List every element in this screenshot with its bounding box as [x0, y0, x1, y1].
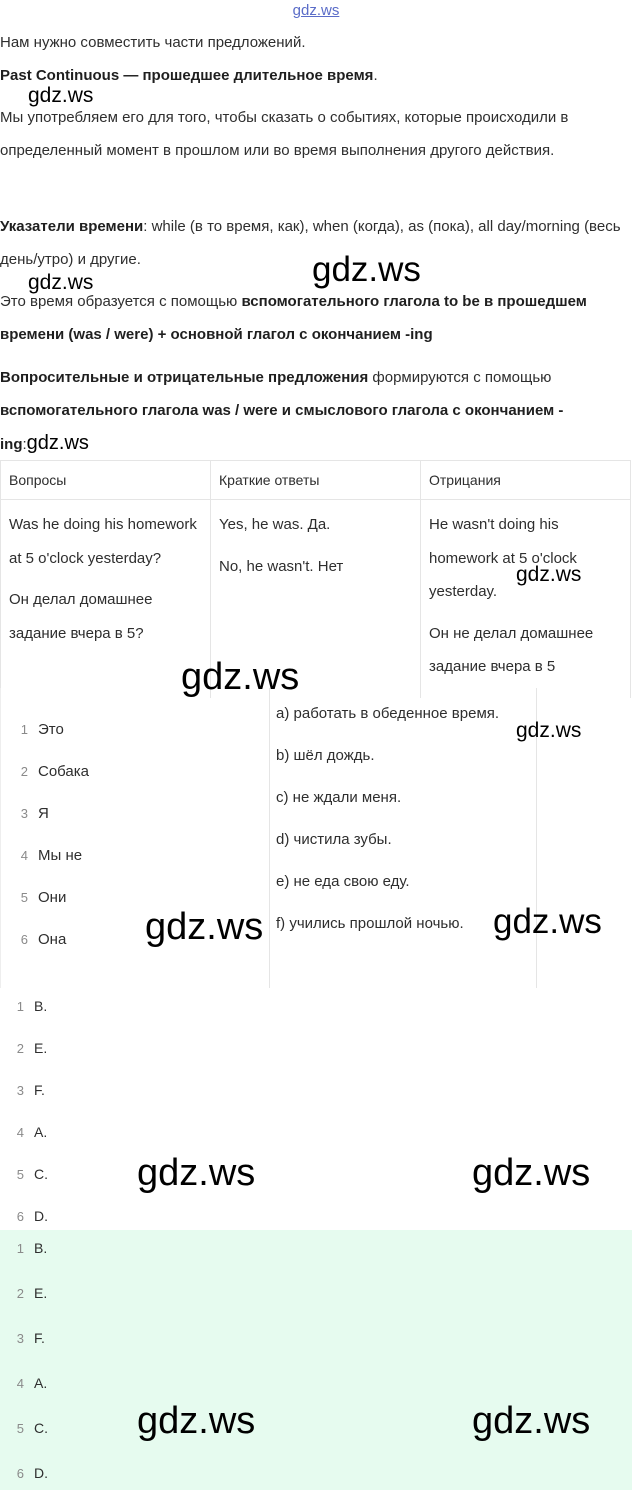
table-row [1, 500, 631, 699]
cell-text: Was he doing his homework at 5 o'clock yesterday? [9, 516, 197, 567]
formation-bold: вспомогательного глагола to be в прошедшем времени (was / were) + основной глагол с окончанием -ing [0, 293, 587, 343]
questions-bold-2: вспомогательного глагола was / were и смыслового глагола с окончанием -ing [0, 402, 564, 453]
answer-item: 3 F. [16, 1330, 45, 1346]
list-item: 6 Она [20, 931, 67, 948]
answer-item: 4 A. [16, 1375, 48, 1391]
list-item: 2 Собака [20, 763, 89, 780]
cell-text: Он делал домашнее задание вчера в 5? [9, 591, 153, 642]
cell-text: He wasn't doing his homework at 5 o'clock yesterday. [429, 516, 577, 600]
watermark-text: gdz.ws [472, 1152, 591, 1194]
header-questions: Вопросы [1, 461, 211, 500]
questions-rule [0, 361, 625, 461]
watermark-text: gdz.ws [472, 1400, 591, 1442]
watermark-text: gdz.ws [26, 432, 89, 454]
answer-item: 2 E. [16, 1040, 48, 1056]
watermark-text: gdz.ws [493, 902, 602, 941]
watermark-text: gdz.ws [137, 1152, 256, 1194]
rule-title-bold: Past Continuous — прошедшее длительное время [0, 67, 374, 84]
header-negatives: Отрицания [421, 461, 631, 500]
watermark-text: gdz.ws [137, 1400, 256, 1442]
answer-item: 3 F. [16, 1082, 45, 1098]
list-item: f) учились прошлой ночью. [276, 915, 464, 932]
questions-end: : [22, 436, 27, 453]
cell-text: Yes, he was. Да. [219, 516, 331, 533]
watermark-text: gdz.ws [145, 906, 264, 948]
list-item: e) не еда свою еду. [276, 873, 410, 890]
rule-usage: Мы употребляем его для того, чтобы сказать о событиях, которые происходили в определенный момент в прошлом или во время выполнения другого действия. [0, 109, 569, 159]
answer-item: 6 D. [16, 1465, 48, 1481]
time-markers-label: Указатели времени [0, 218, 144, 235]
formation-rule [0, 285, 625, 351]
cell-questions [1, 500, 211, 699]
answer-item: 6 D. [16, 1208, 48, 1224]
list-item: c) не ждали меня. [276, 789, 402, 806]
answer-item: 1 B. [16, 1240, 48, 1256]
questions-plain: формируются с помощью [368, 369, 552, 386]
rule-title-end: . [373, 67, 378, 84]
list-item: 1 Это [20, 721, 64, 738]
watermark-text: gdz.ws [28, 84, 94, 107]
list-item: a) работать в обеденное время. [276, 705, 500, 722]
watermark-text: gdz.ws [516, 563, 582, 586]
list-item: 3 Я [20, 805, 49, 822]
formation-plain: Это время образуется с помощью [0, 293, 242, 310]
watermark-text: gdz.ws [181, 656, 300, 698]
list-item: d) чистила зубы. [276, 831, 392, 848]
table-header-row [1, 461, 631, 500]
cell-negatives [421, 500, 631, 699]
watermark-text: gdz.ws [28, 271, 94, 294]
cell-text: No, he wasn't. Нет [219, 557, 344, 575]
header-short-answers: Краткие ответы [211, 461, 421, 500]
questions-bold: Вопросительные и отрицательные предложения [0, 369, 369, 386]
answer-item: 1 B. [16, 998, 48, 1014]
rule-title [0, 59, 625, 92]
answer-item: 2 E. [16, 1285, 48, 1301]
answer-item: 5 C. [16, 1166, 48, 1182]
watermark-link[interactable]: gdz.ws [292, 2, 340, 19]
answer-item: 5 C. [16, 1420, 48, 1436]
list-item: b) шёл дождь. [276, 747, 375, 764]
list-item: 4 Мы не [20, 847, 83, 864]
intro-text: Нам нужно совместить части предложений. [0, 34, 306, 51]
watermark-text: gdz.ws [516, 719, 582, 742]
answer-item: 4 A. [16, 1124, 48, 1140]
time-markers-text: : while (в то время, как), when (когда), as (пока), all day/morning (весь день/утро) и другие. [0, 218, 621, 268]
cell-text: Он не делал домашнее задание вчера в 5 [429, 624, 594, 675]
watermark-text: gdz.ws [312, 250, 421, 289]
list-item: 5 Они [20, 889, 67, 906]
